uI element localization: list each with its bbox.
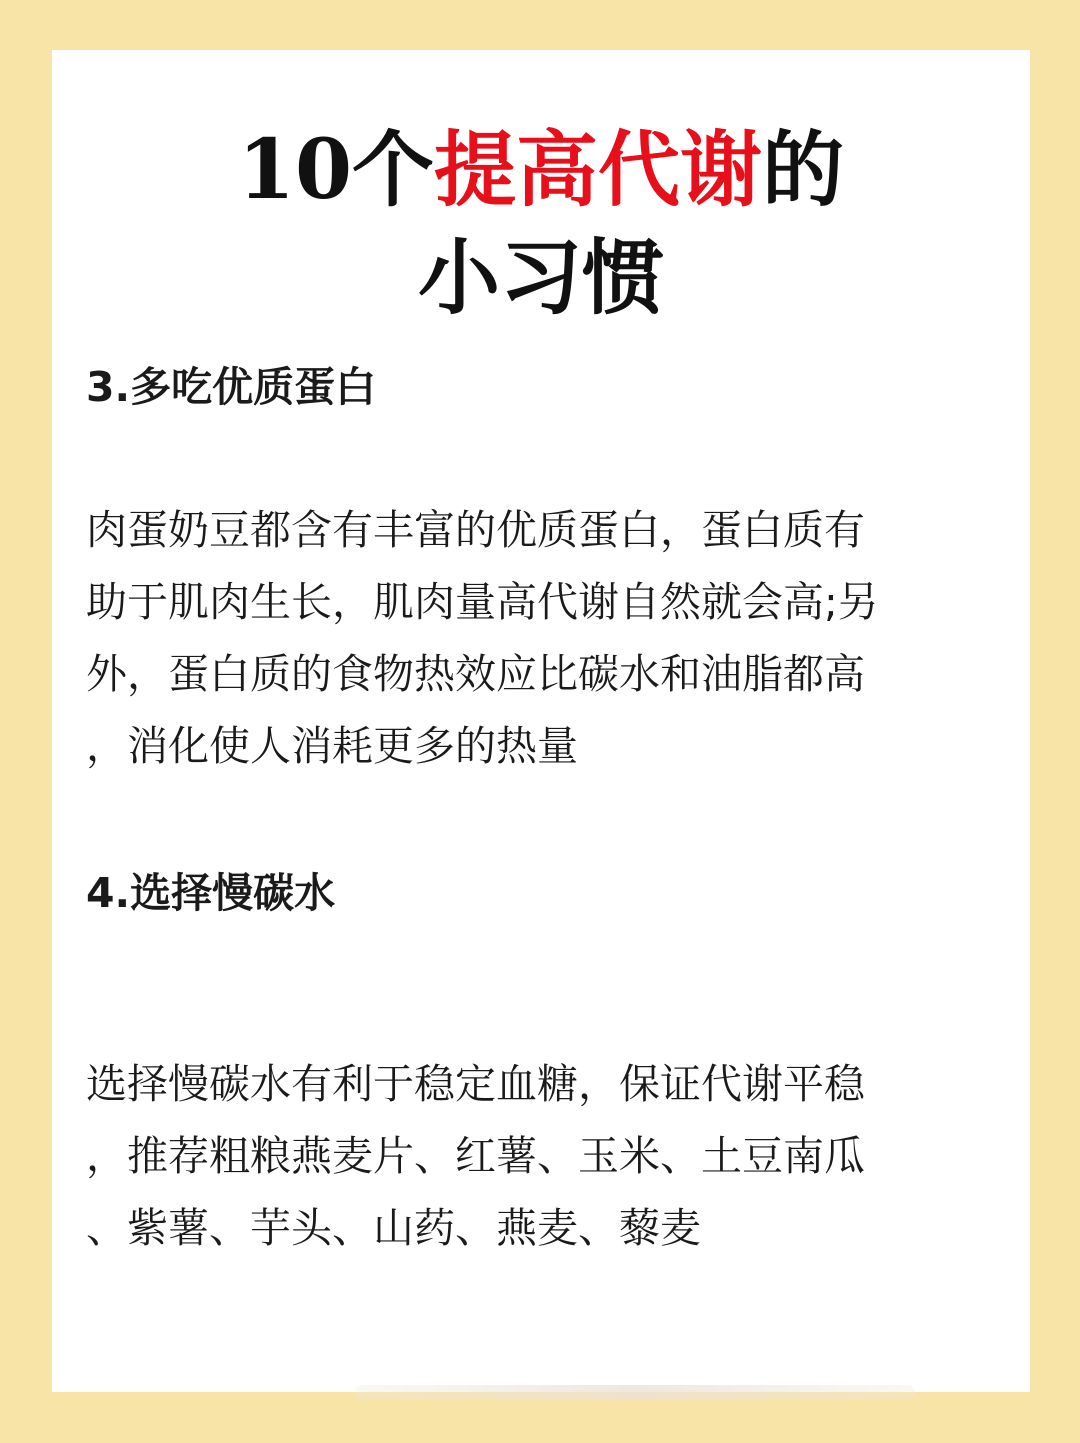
paragraph-line: 肉蛋奶豆都含有丰富的优质蛋白，蛋白质有 <box>86 506 865 554</box>
section-heading-4: 4.选择慢碳水 <box>86 869 336 917</box>
title-prefix: 10个 <box>237 122 435 218</box>
paragraph-line: 、紫薯、芋头、山药、燕麦、藜麦 <box>86 1204 701 1252</box>
title-highlight: 提高代谢 <box>434 122 763 218</box>
section-paragraph-3 <box>86 494 1016 782</box>
page-title <box>52 120 1030 220</box>
paragraph-line: 助于肌肉生长，肌肉量高代谢自然就会高;另 <box>86 578 879 626</box>
paragraph-line: 外，蛋白质的食物热效应比碳水和油脂都高 <box>86 650 865 698</box>
bottom-shadow-decoration <box>355 1385 915 1399</box>
paragraph-line: 选择慢碳水有利于稳定血糖，保证代谢平稳 <box>86 1060 865 1108</box>
paragraph-line: ，推荐粗粮燕麦片、红薯、玉米、土豆南瓜 <box>86 1132 865 1180</box>
title-suffix: 的 <box>762 122 845 218</box>
section-paragraph-4 <box>86 1048 1016 1264</box>
content-card <box>52 50 1030 1392</box>
paragraph-line: ，消化使人消耗更多的热量 <box>86 722 578 770</box>
section-heading-3: 3.多吃优质蛋白 <box>86 363 377 411</box>
page-title-line2: 小习惯 <box>417 230 664 326</box>
